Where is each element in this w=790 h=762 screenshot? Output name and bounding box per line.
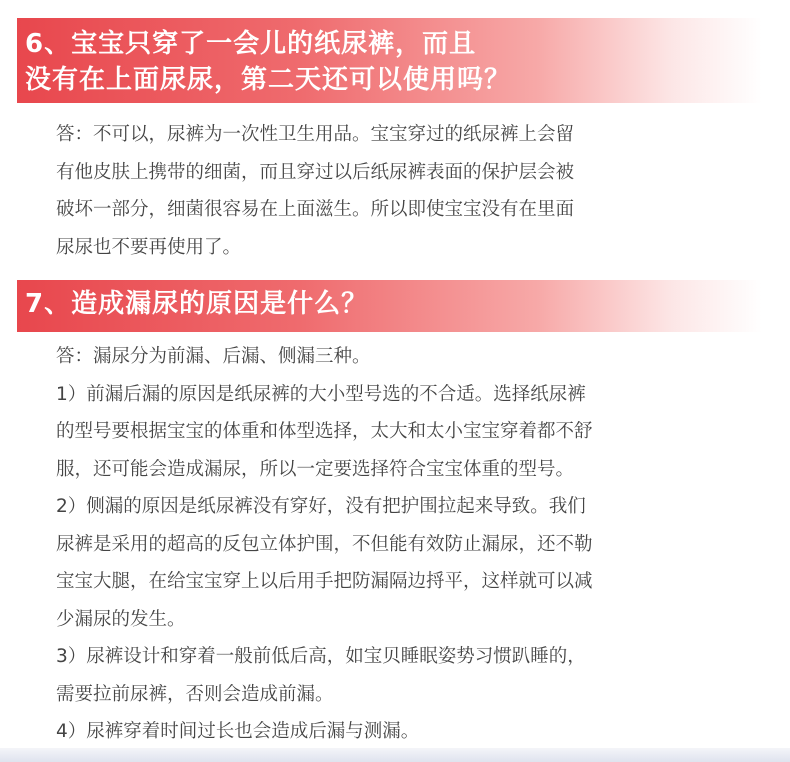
answer-7-line-11: 4）尿裤穿着时间过长也会造成后漏与测漏。 [56,721,420,742]
question-6-title-line-1: 6、宝宝只穿了一会儿的纸尿裤，而且 [25,29,477,59]
answer-7-line-6: 尿裤是采用的超高的反包立体护围，不但能有效防止漏尿，还不勒 [56,533,593,555]
answer-6-line-1: 答：不可以，尿裤为一次性卫生用品。宝宝穿过的纸尿裤上会留 [56,124,575,145]
answer-7-line-1: 答：漏尿分为前漏、后漏、侧漏三种。 [56,346,371,367]
answer-7-line-2: 1）前漏后漏的原因是纸尿裤的大小型号选的不合适。选择纸尿裤 [56,383,586,405]
answer-6 [56,116,756,266]
question-6-banner [17,18,762,103]
answer-7-line-10: 需要拉前尿裤，否则会造成前漏。 [56,683,334,705]
answer-6-line-3: 破坏一部分，细菌很容易在上面滋生。所以即使宝宝没有在里面 [56,199,575,220]
answer-6-line-4: 尿尿也不要再使用了。 [56,236,242,258]
answer-7-line-3: 的型号要根据宝宝的体重和体型选择，太大和太小宝宝穿着都不舒 [56,421,593,442]
answer-7-line-8: 少漏尿的发生。 [56,608,186,630]
answer-7-line-9: 3）尿裤设计和穿着一般前低后高，如宝贝睡眠姿势习惯趴睡的， [56,646,586,667]
question-7-title-line-1: 7、造成漏尿的原因是什么？ [25,289,369,319]
answer-7 [56,338,756,751]
answer-7-line-5: 2）侧漏的原因是纸尿裤没有穿好，没有把护围拉起来导致。我们 [56,496,586,517]
answer-6-line-2: 有他皮肤上携带的细菌，而且穿过以后纸尿裤表面的保护层会被 [56,161,575,183]
bottom-divider-bar [0,748,790,762]
question-6-title-line-2: 没有在上面尿尿，第二天还可以使用吗？ [25,65,512,95]
answer-7-line-4: 服，还可能会造成漏尿，所以一定要选择符合宝宝体重的型号。 [56,458,575,480]
question-7-banner [17,280,762,332]
answer-7-line-7: 宝宝大腿，在给宝宝穿上以后用手把防漏隔边捋平，这样就可以减 [56,571,593,592]
